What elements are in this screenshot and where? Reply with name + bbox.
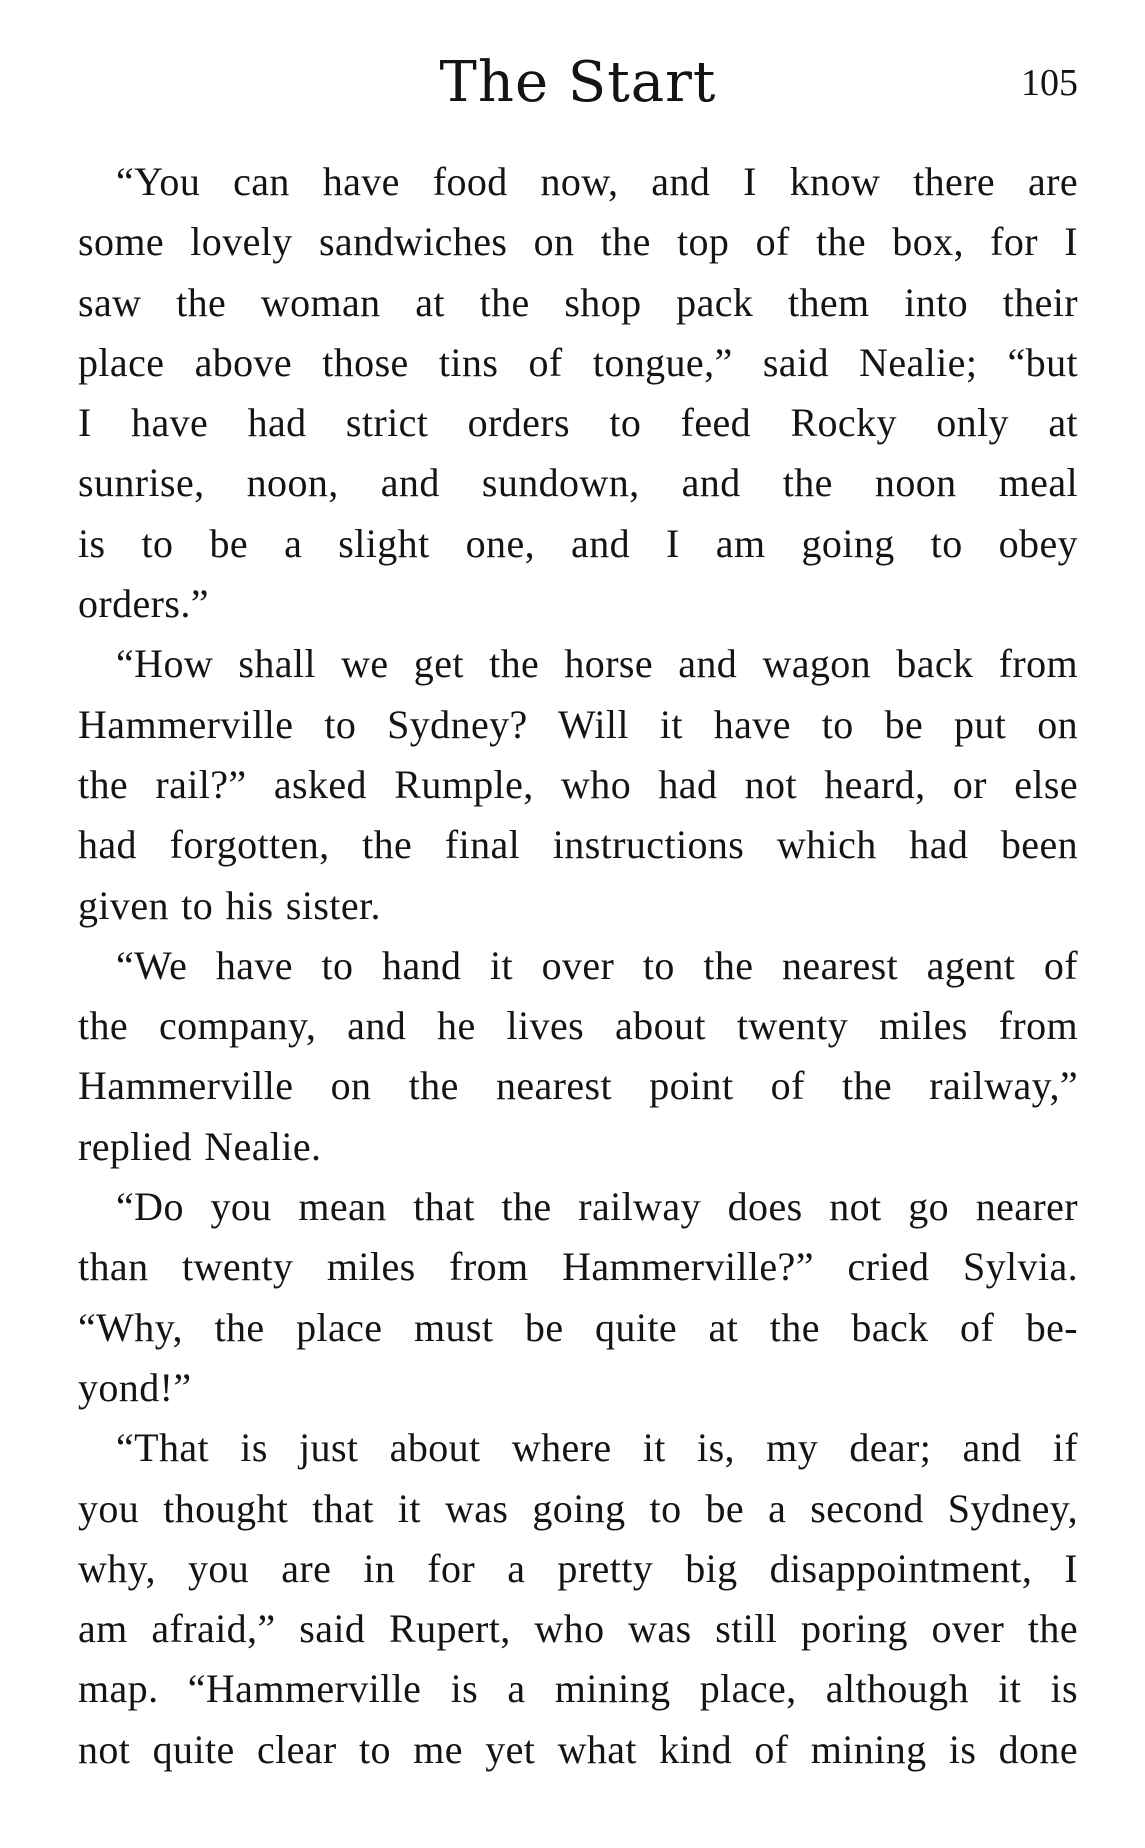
text-line: sunrise, noon, and sundown, and the noon meal <box>78 460 1078 506</box>
text-line: “Why, the place must be quite at the back of be- <box>78 1304 1078 1350</box>
text-line: some lovely sandwiches on the top of the box, for I <box>78 219 1078 265</box>
chapter-title: The Start <box>439 50 717 115</box>
text-line: “How shall we get the horse and wagon back from <box>116 641 1078 687</box>
body-text <box>78 152 1078 1780</box>
text-line: orders.” <box>78 581 209 627</box>
text-line: than twenty miles from Hammerville?” cried Sylvia. <box>78 1244 1078 1290</box>
page-number: 105 <box>1021 62 1078 104</box>
text-line: Hammerville to Sydney? Will it have to be put on <box>78 701 1078 747</box>
text-line: saw the woman at the shop pack them into their <box>78 279 1078 325</box>
text-line: “You can have food now, and I know there are <box>116 159 1078 204</box>
text-line: given to his sister. <box>78 882 381 928</box>
text-line: why, you are in for a pretty big disappointment, I <box>78 1545 1078 1591</box>
text-line: map. “Hammerville is a mining place, although it is <box>78 1666 1078 1712</box>
text-line: replied Nealie. <box>78 1123 322 1169</box>
text-line: place above those tins of tongue,” said Nealie; “but <box>78 339 1078 385</box>
text-line: is to be a slight one, and I am going to obey <box>78 520 1078 566</box>
text-line: “That is just about where it is, my dear; and if <box>116 1425 1078 1471</box>
text-line: “We have to hand it over to the nearest agent of <box>116 942 1078 988</box>
text-line: yond!” <box>78 1364 192 1410</box>
text-line: “Do you mean that the railway does not go nearer <box>116 1184 1078 1230</box>
text-line: am afraid,” said Rupert, who was still poring over the <box>78 1606 1078 1652</box>
running-head <box>78 48 1078 118</box>
text-line: Hammerville on the nearest point of the railway,” <box>78 1063 1078 1109</box>
text-line: you thought that it was going to be a second Sydney, <box>78 1485 1078 1531</box>
text-line: had forgotten, the final instructions which had been <box>78 822 1078 868</box>
text-line: I have had strict orders to feed Rocky only at <box>78 400 1078 446</box>
text-line: not quite clear to me yet what kind of mining is done <box>78 1726 1078 1772</box>
text-line: the rail?” asked Rumple, who had not heard, or else <box>78 761 1078 807</box>
text-line: the company, and he lives about twenty miles from <box>78 1003 1078 1049</box>
